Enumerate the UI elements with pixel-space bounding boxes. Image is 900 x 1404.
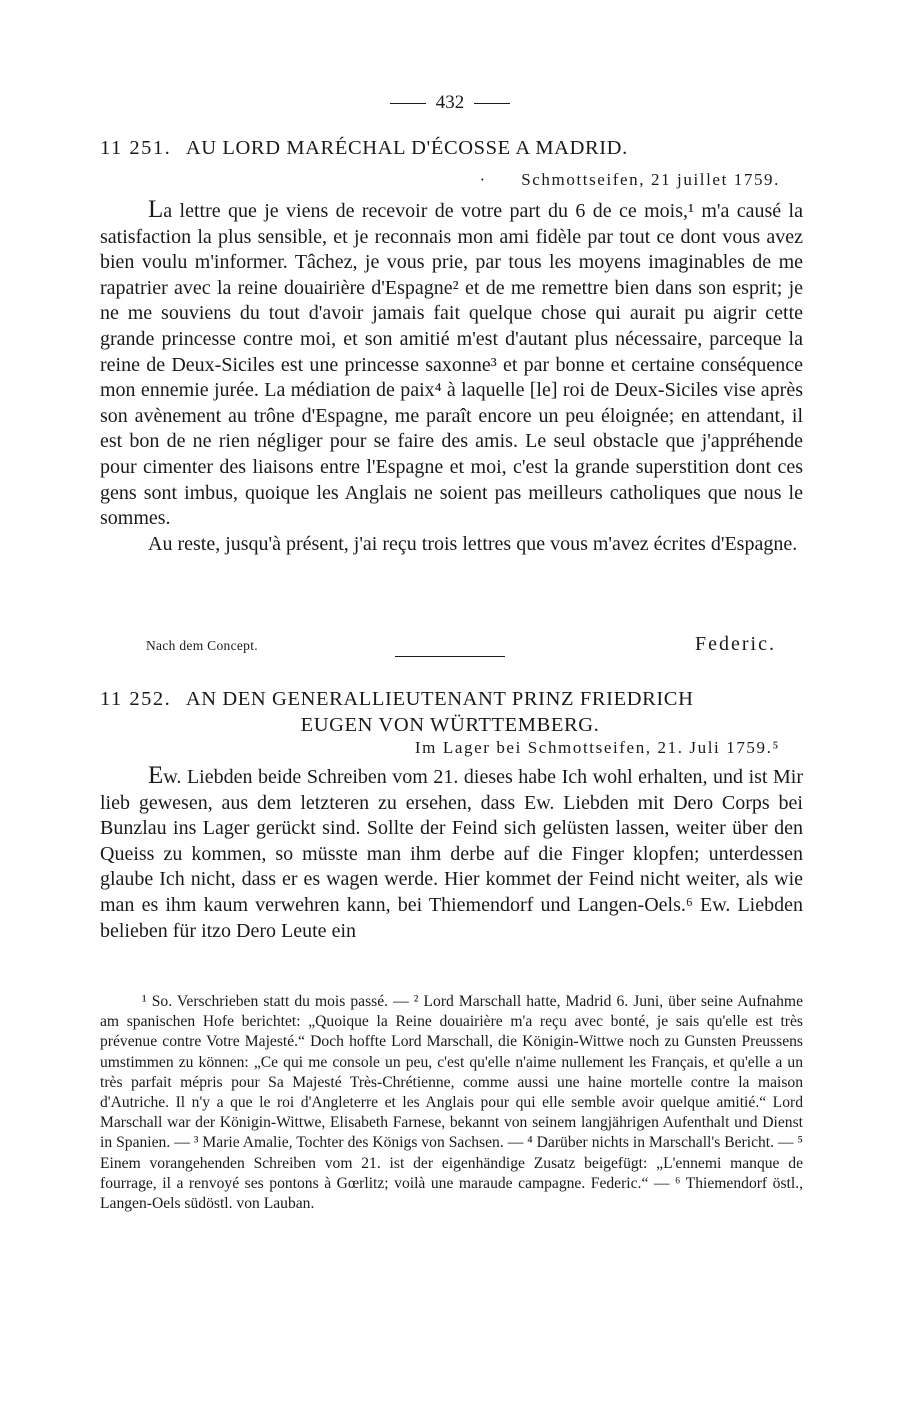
- letter2-dateline-row: [415, 738, 780, 758]
- letter2-paragraph-1: [100, 763, 803, 944]
- letter2-title-line2: EUGEN VON WÜRTTEMBERG.: [300, 714, 600, 736]
- letter1-body: [100, 197, 803, 557]
- page-number: 432: [435, 92, 465, 113]
- letter1-paragraph-1-text: a lettre que je viens de recevoir de votre part du 6 de ce mois,¹ m'a causé la satisfaction la plus sensible, et je reconnais mon ami fidèle par tout ce dont vous avez bien voulu m'informer. Tâchez, je vous prie, par tous les moyens imaginables de me rapatrier avec la reine douairière d'Espagne² et de me remettre bien dans son esprit; je ne me souviens du tout d'avoir jamais fait quelque chose qui aurait pu aigrir cette grande princesse contre moi, et son amitié m'est d'autant plus nécessaire, parceque la reine de Deux-Siciles est une princesse saxonne³ et par bonne et certaine conséquence mon ennemie jurée. La médiation de paix⁴ à laquelle [le] roi de Deux-Siciles vise après son avènement au trône d'Espagne, me paraît encore un peu éloignée; en attendant, il est bon de ne rien négliger pour se faire des amis. Le seul obstacle que j'appréhende pour cimenter des liaisons entre l'Espagne et moi, c'est la grande superstition dont ces gens sont imbus, quoique les Anglais ne soient pas meilleurs catholiques que nous le sommes.: [100, 200, 803, 530]
- letter1-number: 11 251.: [100, 137, 172, 159]
- letter1-initial: L: [148, 196, 164, 223]
- letter2-dateline: Im Lager bei Schmottseifen, 21. Juli 1759.⁵: [414, 738, 780, 757]
- letter1-closing: [146, 630, 776, 658]
- letter1-dateline: Schmottseifen, 21 juillet 1759.: [521, 170, 780, 189]
- header-dash-right: [474, 103, 510, 104]
- letter2-initial: E: [148, 762, 164, 789]
- header-dash-left: [390, 103, 426, 104]
- letter2-body: [100, 763, 803, 944]
- letter2-paragraph-1-text: w. Liebden beide Schreiben vom 21. dieses habe Ich wohl erhalten, und ist Mir lieb gewesen, aus dem letzteren zu ersehen, dass Ew. Liebden mit Dero Corps bei Bunzlau ins Lager gerückt sind. Sollte der Feind sich gelüsten lassen, weiter über den Queiss zu kommen, so müsste man ihm derbe auf die Finger klopfen; unterdessen glaube Ich nicht, dass er es wagen werde. Hier kommet der Feind nicht weiter, als wie man es ihm kaum verwehren kann, bei Thiemendorf und Langen-Oels.⁶ Ew. Liebden belieben für itzo Dero Leute ein: [100, 766, 803, 942]
- letter1-dateline-row: [480, 170, 780, 190]
- letter1-title: AU LORD MARÉCHAL D'ÉCOSSE A MADRID.: [185, 137, 628, 159]
- section-divider: [395, 656, 505, 657]
- letter1-signature: Federic.: [695, 633, 776, 655]
- letter2-heading: [100, 686, 800, 738]
- letter1-mark: ·: [479, 170, 486, 189]
- letter1-paragraph-1: [100, 197, 803, 532]
- letter2-number: 11 252.: [100, 688, 172, 710]
- letter2-title-line1: AN DEN GENERALLIEUTENANT PRINZ FRIEDRICH: [185, 688, 694, 710]
- footnotes-text: ¹ So. Verschrieben statt du mois passé. — ² Lord Marschall hatte, Madrid 6. Juni, über seine Aufnahme am spanischen Hofe berichtet: „Quoique la Reine douairière m'a reçu avec bonté, je sais qu'elle est très prévenue contre Votre Majesté.“ Doch hoffte Lord Marschall, die Königin-Wittwe noch zu Gunsten Preussens umstimmen zu können: „Ce qui me console un peu, c'est qu'elle n'aime nullement les Français, et qu'elle a un très parfait mépris pour Sa Majesté Très-Chrétienne, comme aussi une haine mortelle contre la maison d'Autriche. Il n'y a que le roi d'Angleterre et les Anglais pour qui elle semble avoir quelque amitié.“ Lord Marschall war der Königin-Wittwe, Elisabeth Farnese, bekannt von seinem langjährigen Aufenthalt und Dienst in Spanien. — ³ Marie Amalie, Tochter des Königs von Sachsen. — ⁴ Darüber nichts in Marschall's Bericht. — ⁵ Einem vorangehenden Schreiben vom 21. ist der eigenhändige Zusatz beigefügt: „L'ennemi manque de fourrage, il a renvoyé ses pontons à Gœrlitz; voilà une maraude campagne. Federic.“ — ⁶ Thiemendorf östl., Langen-Oels südöstl. von Lauban.: [100, 993, 803, 1213]
- letter1-source: Nach dem Concept.: [146, 638, 258, 653]
- page-header: [0, 92, 900, 114]
- footnotes: [100, 992, 803, 1214]
- letter1-paragraph-2: Au reste, jusqu'à présent, j'ai reçu trois lettres que vous m'avez écrites d'Espagne.: [148, 532, 798, 555]
- letter1-heading: [100, 135, 800, 161]
